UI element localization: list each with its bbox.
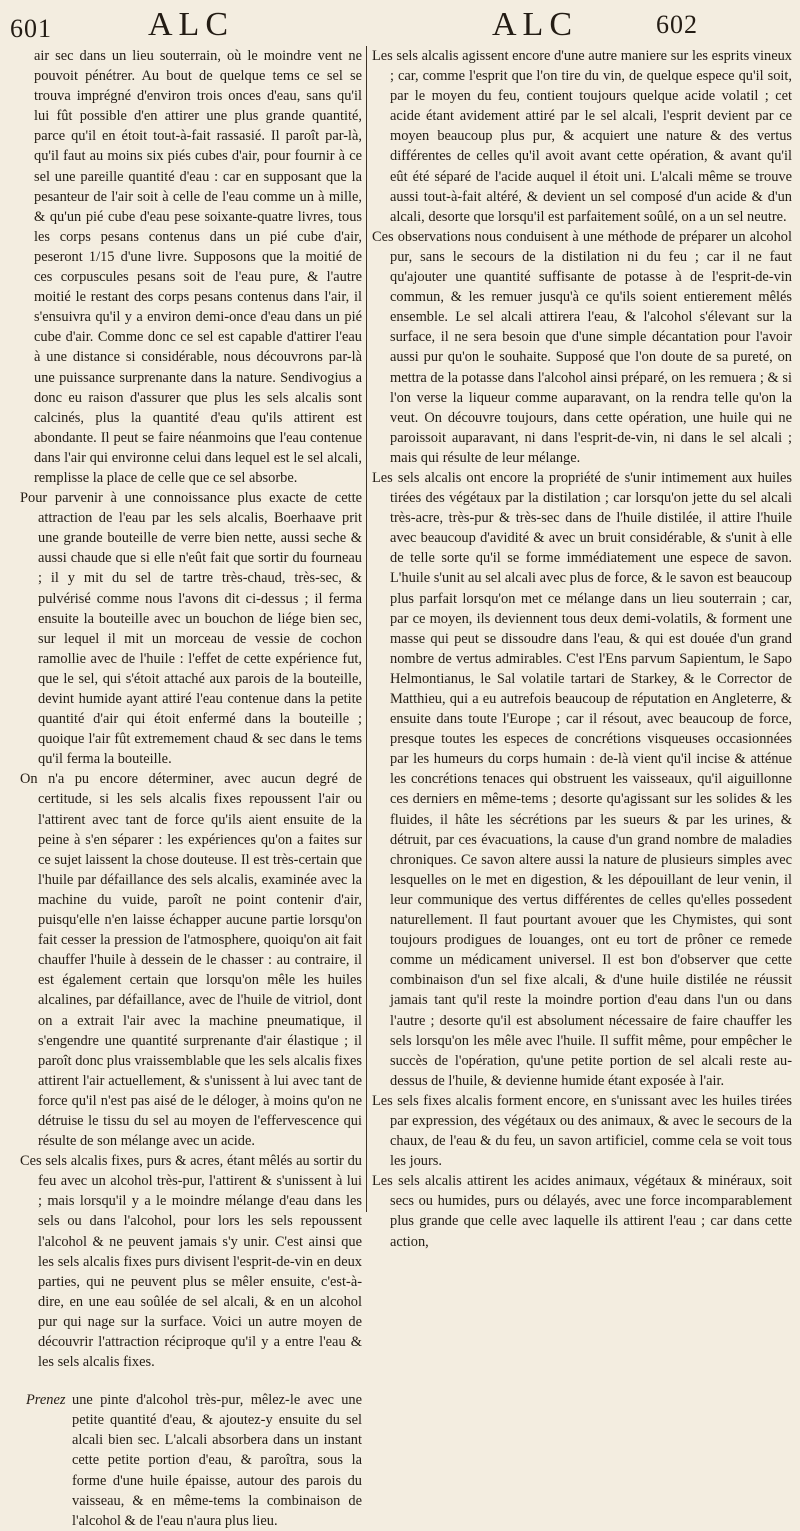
running-head-left: ALC: [148, 6, 234, 43]
paragraph: une pinte d'alcohol très-pur, mêlez-le avec une petite quantité d'eau, & ajoutez-y ensuite du sel alcali bien sec. L'alcali absorbera dans un instant cette petite portion d'eau, & paroîtra, sous la forme d'une huile épaisse, autour des parois du vaisseau, & en même-tems la combinaison de l'alcohol & de l'eau n'aura plus lieu.: [72, 1392, 362, 1529]
paragraph: Pour parvenir à une connoissance plus exacte de cette attraction de l'eau par les sels alcalis, Boerhaave prit une grande bouteille de verre bien nette, aussi seche & aussi chaude que si elle n'eût fait que sortir du fourneau ; il y mit du sel de tartre très-chaud, très-sec, & pulvérisé comme nous l'avons dit ci-dessus ; il ferma ensuite la bouteille avec un bouchon de liége bien sec, sur lequel il mit un morceau de vessie de cochon ramollie avec de l'huile : l'effet de cette expérience fut, que le sel, qui s'étoit attaché aux parois de la bouteille, devint humide ayant attiré l'eau contenue dans la petite quantité d'air qui étoit enfermé dans la bouteille ; quoique l'air fût extremement chaud & sec dans le tems qu'il ferma la bouteille.: [20, 490, 362, 768]
paragraph: Les sels alcalis attirent les acides animaux, végétaux & minéraux, soit secs ou humides, purs ou délayés, avec une force incomparablement plus grande que celle avec laquelle ils attirent l'eau ; car dans cette action,: [372, 1173, 792, 1250]
page-number-left: 601: [10, 14, 52, 43]
paragraph: air sec dans un lieu souterrain, où le moindre vent ne pouvoit pénétrer. Au bout de quelque tems ce sel se trouva imprégné d'environ trois onces d'eau, sans qu'il lui fût possible d'en attirer une plus grande quantité, parce qu'il en étoit tout-à-fait rassasié. Il paroît par-là, qu'il faut au moins six piés cubes d'air, pour fournir à ce sel une pareille quantité d'eau : car en supposant que la pesanteur de l'air soit à celle de l'eau comme un à mille, & qu'un pié cube d'eau pese soixante-quatre livres, tous les corps pesans contenus dans un pié cube d'air, peseront 1/15 d'une livre. Supposons que la moitié de ces corpuscules pesans soit de l'eau pure, & l'autre moitié le restant des corps pesans contenus dans l'air, il s'ensuivra qu'il y a environ demi-once d'eau dans un pié cube d'air. Comme donc ce sel est capable d'attirer l'eau à une distance si considérable, nous découvrons par-là une puissance surprenante dans la nature. Sendivogius a donc eu raison d'assurer que plus les sels alcalis sont calcinés, plus la quantité d'eau qu'ils attirent est abondante. Il peut se faire néanmoins que l'eau contenue dans l'air qui environne celui dans lequel est le sel alcali, remplisse la place de celle que ce sel absorbe.: [34, 48, 362, 486]
paragraph: Les sels alcalis ont encore la propriété de s'unir intimement aux huiles tirées des végétaux par la distilation ; car lorsqu'on jette du sel alcali très-acre, très-pur & très-sec dans de l'huile distilée, il attire l'huile avec beaucoup d'avidité & avec un bruit considérable, & s'unit à elle de telle sorte qu'il se forme immédiatement une espece de savon. L'huile s'unit au sel alcali avec plus de force, & le savon est beaucoup plus parfait lorsqu'on met ce mélange dans un lieu souterrain ; car, par ce moyen, ils deviennent tous deux demi-volatils, & forment une masse qui peut se dissoudre dans l'eau, & qui est douée d'un grand nombre de vertus admirables. C'est l'Ens parvum Sapientum, le Sapo Helmontianus, le Sal volatile tartari de Starkey, & le Corrector de Matthieu, qui a eu autrefois beaucoup de réputation en Angleterre, & ensuite dans toute l'Europe ; car il résout, avec beaucoup de force, presque toutes les especes de concrétions visqueuses occasionnées par les humeurs du corps humain : de-là vient qu'il incise & atténue les concrétions tenaces qui obstruent les vaisseaux, qu'il aiguillonne ces derniers en même-tems ; desorte qu'agissant sur les solides & les fluides, il hâte les sécrétions par les sueurs & par les urines, & détruit, par ces évacuations, la cause d'un grand nombre de maladies chroniques. Ce savon altere aussi la nature de plusieurs simples avec lesquelles on le met en digestion, & les dépouillant de leur venin, il leur communique des vertus différentes de celles qu'elles possedent naturellement. Il faut pourtant avouer que les Chymistes, qui sont toujours prodigues de louanges, ont eu tort de prôner ce remede comme un médicament universel. Il est bon d'observer que cette combinaison d'un sel fixe alcali, & d'une huile distilée ne réussit jamais tant qu'il reste la moindre portion d'eau dans l'un ou dans l'autre ; desorte qu'il est absolument nécessaire de faire chauffer les sels lorsqu'on les mêle avec l'huile. Il suffit même, pour empêcher le succès de l'opération, qu'une petite portion de sel alcali reste au-dessus de l'huile, & devienne humide étant exposée à l'air.: [372, 469, 792, 1089]
paragraph: Ces sels alcalis fixes, purs & acres, étant mêlés au sortir du feu avec un alcohol très-pur, l'attirent & s'unissent à lui ; mais lorsqu'il y a le moindre mélange d'eau dans les sels ou dans l'alcohol, pour lors les sels repoussent l'alcohol & ne peuvent jamais s'y unir. C'est ainsi que les sels alcalis fixes purs divisent l'esprit-de-vin en deux parties, qui ne peuvent plus se mêler ensuite, c'est-à-dire, en une eau soûlée de sel alcali, & en un alcohol pur qui nage sur la surface. Voici un autre moyen de découvrir l'attraction réciproque qu'il y a entre l'eau & les sels alcalis fixes.: [20, 1153, 362, 1371]
paragraph: Ces observations nous conduisent à une méthode de préparer un alcohol pur, sans le secours de la distilation ni du feu ; car il ne faut qu'ajouter une quantité suffisante de potasse à de l'esprit-de-vin commun, & les remuer jusqu'à ce qu'ils soient entierement mêlés ensemble. Le sel alcali attirera l'eau, & l'alcohol s'élevant sur la surface, il ne sera besoin que d'une simple décantation pour l'avoir aussi pur qu'on le souhaite. Supposé que l'on doute de sa pureté, on mettra de la potasse dans l'alcohol ainsi préparé, on les remuera ; & si l'on verse la liqueur comme auparavant, on la rendra telle qu'on la veut. On découvre toujours, dans cette opération, une huile qui ne paroissoit auparavant, ni dans l'esprit-de-vin, ni dans le sel alcali ; mais qui résulte de leur mélange.: [372, 228, 792, 466]
paragraph: Les sels alcalis agissent encore d'une autre maniere sur les esprits vineux ; car, comme l'esprit que l'on tire du vin, de quelque espece qu'il soit, par le moyen du feu, contient toujours quelque acide volatil ; cet acide étant avidement attiré par le sel alcali, l'esprit devient par ce moyen beaucoup plus pur, & acquiert une nature & des vertus différentes de celles qu'il avoit avant cette opération, & avant qu'il eût été séparé de l'acide auquel il étoit uni. L'alcali même se trouve aussi tout-à-fait altéré, & devient un sel composé d'un acide & d'un alcali, desorte que lorsqu'il est parfaitement soûlé, on a un sel neutre.: [372, 48, 792, 225]
recipe-block: [20, 1390, 362, 1531]
running-head-right: ALC: [492, 6, 578, 43]
left-column: [20, 46, 362, 1529]
paragraph: On n'a pu encore déterminer, avec aucun degré de certitude, si les sels alcalis fixes repoussent l'air ou l'attirent avec tant de force qu'ils aient ensuite de la peine à s'en séparer : les expériences qu'on a faites sur ce sujet laissent la chose douteuse. Il est très-certain que l'huile par défaillance des sels alcalis, examinée avec la machine du vuide, paroît ne point contenir d'air, puisqu'elle n'en laisse échapper aucune partie lorsqu'on fait cesser la pression de l'atmosphere, quoiqu'on ait fait chauffer l'huile à dessein de le chasser : au contraire, il est également certain que lorsqu'on mêle les huiles alcalines, par défaillance, avec de l'huile de vitriol, dont on a extrait l'air avec la machine pneumatique, il s'engendre une quantité surprenante d'air élastique ; il paroît donc plus vraissemblable que les sels alcalis fixes attirent l'air actuellement, & s'unissent à lui avec tant de force qu'il n'est pas aisé de le déloger, à moins qu'on ne détruise le tissu du sel au moyen de l'effervescence qui résulte de son mélange avec un acide.: [20, 771, 362, 1150]
right-column: [372, 46, 792, 1250]
paragraph: Les sels fixes alcalis forment encore, en s'unissant avec les huiles tirées par expression, des végétaux ou des animaux, & avec le secours de la chaux, de l'eau & du feu, un savon artificiel, comme cela se voit tous les jours.: [372, 1092, 792, 1170]
marginal-label: Prenez: [26, 1392, 66, 1409]
column-divider: [366, 46, 367, 1212]
page-number-right: 602: [656, 10, 698, 39]
